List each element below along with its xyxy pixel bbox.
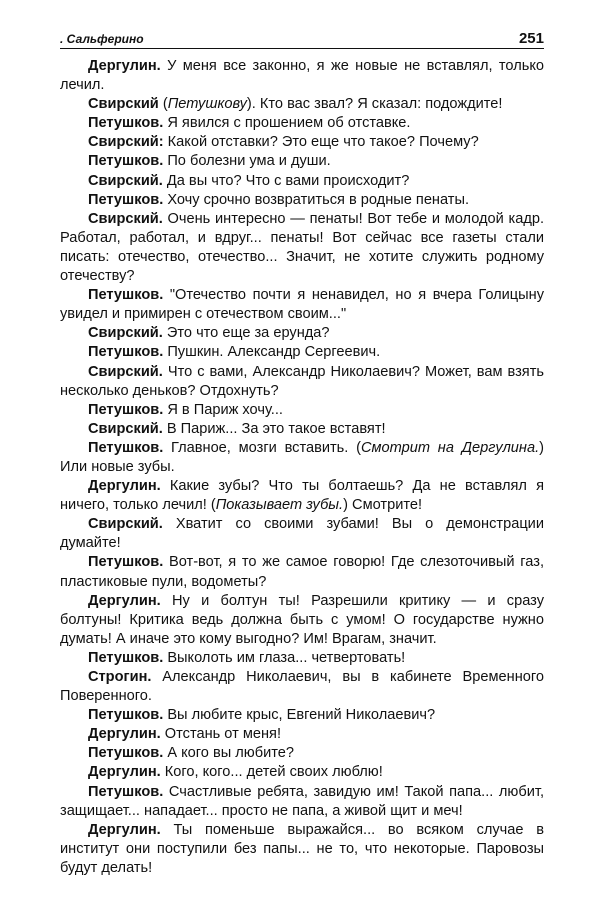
line-text: Очень интересно — пенаты! Вот тебе и молодой кадр. Работал, работал, и вдруг... пенаты! Вот сейчас все газеты стали писать: отечество, отечество... Значит, не хотите служить родному отечеству? (60, 210, 544, 285)
line-text: Счастливые ребята, завидую им! Такой папа... любит, защищает... нападает... просто не папа, а живой щит и меч! (60, 783, 544, 819)
speaker-name: Свирский. (88, 516, 163, 533)
speaker-name: Свирский: (88, 134, 164, 151)
speaker-name: Петушков. (88, 439, 164, 456)
dialogue-line (60, 343, 544, 362)
dialogue-line (60, 553, 544, 591)
stage-direction: Показывает зубы. (215, 497, 344, 514)
speaker-name: Свирский. (88, 325, 163, 342)
speaker-name: Петушков. (88, 649, 164, 666)
line-text: ) Смотрите! (343, 497, 423, 514)
line-text: Ну и болтун ты! Разрешили критику — и сразу болтуны! Критика ведь должна быть с умом! О государстве нужно думать! А иначе это кому выгодно? Им! Врагам, значит. (60, 592, 544, 647)
speaker-name: Петушков. (88, 745, 164, 762)
line-text: Я в Париж хочу... (163, 401, 283, 418)
dialogue-line (60, 763, 544, 782)
speaker-name: Дергулин. (88, 58, 161, 74)
page-number: 251 (518, 30, 544, 47)
line-text: ). Кто вас звал? Я сказал: подождите! (246, 96, 503, 113)
speaker-name: Свирский. (88, 210, 163, 227)
dialogue-line (60, 649, 544, 668)
speaker-name: Дергулин. (88, 726, 161, 743)
line-text: Пушкин. Александр Сергеевич. (163, 344, 381, 361)
speaker-name: Дергулин. (88, 478, 161, 495)
speaker-name: Свирский (88, 96, 159, 113)
dialogue-line (60, 439, 544, 477)
dialogue-line (60, 57, 544, 95)
speaker-name: Петушков. (88, 783, 164, 800)
dialogue-line (60, 191, 544, 210)
speaker-name: Свирский. (88, 172, 163, 189)
speaker-name: Дергулин. (88, 592, 161, 609)
dialogue-line (60, 114, 544, 133)
dialogue-line (60, 725, 544, 744)
line-text: ) Или новые зубы. (60, 439, 544, 475)
dialogue-line (60, 133, 544, 152)
line-text: ( (158, 96, 168, 113)
speaker-name: Свирский. (88, 363, 163, 380)
dialogue-line (60, 744, 544, 763)
speaker-name: Петушков. (88, 191, 164, 208)
line-text: Да вы что? Что с вами происходит? (162, 172, 410, 189)
line-text: Ты поменьше выражайся... во всяком случае в институт они поступили без папы... не то, что некоторые. Паровозы будут делать! (60, 821, 544, 876)
dialogue-line (60, 668, 544, 706)
speaker-name: Петушков. (88, 287, 164, 304)
dialogue-line (60, 363, 544, 401)
line-text: По болезни ума и души. (163, 153, 331, 170)
dialogue-line (60, 324, 544, 343)
dialogue-line (60, 783, 544, 821)
speaker-name: Петушков. (88, 707, 164, 724)
dialogue-line (60, 515, 544, 553)
line-text: У меня все законно, я же новые не вставлял, только лечил. (60, 58, 544, 94)
running-title: . Сальферино (60, 32, 144, 46)
speaker-name: Петушков. (88, 554, 164, 571)
speaker-name: Дергулин. (88, 821, 161, 838)
speaker-name: Строгин. (88, 669, 152, 685)
line-text: Какой отставки? Это еще что такое? Почему? (163, 134, 479, 151)
line-text: Главное, мозги вставить. ( (163, 439, 361, 456)
line-text: Это что еще за ерунда? (162, 325, 330, 342)
speaker-name: Петушков. (88, 401, 164, 418)
line-text: Кого, кого... детей своих люблю! (160, 764, 383, 781)
speaker-name: Петушков. (88, 344, 164, 361)
line-text: Вот-вот, я то же самое говорю! Где слезоточивый газ, пластиковые пули, водометы? (60, 554, 544, 590)
stage-direction: Петушкову (167, 96, 247, 113)
speaker-name: Дергулин. (88, 764, 161, 781)
play-text (60, 57, 544, 878)
line-text: В Париж... За это такое вставят! (162, 420, 386, 437)
dialogue-line (60, 286, 544, 324)
line-text: Я явился с прошением об отставке. (163, 115, 411, 132)
dialogue-line (60, 592, 544, 649)
speaker-name: Свирский. (88, 420, 163, 437)
line-text: Выколоть им глаза... четвертовать! (163, 649, 406, 666)
dialogue-line (60, 95, 544, 114)
dialogue-line (60, 210, 544, 286)
line-text: Вы любите крыс, Евгений Николаевич? (163, 707, 436, 724)
line-text: Хочу срочно возвратиться в родные пенаты. (163, 191, 470, 208)
dialogue-line (60, 152, 544, 171)
line-text: Что с вами, Александр Николаевич? Может, вам взять несколько деньков? Отдохнуть? (60, 363, 544, 399)
stage-direction: Смотрит на Дергулина. (360, 439, 540, 456)
dialogue-line (60, 420, 544, 439)
line-text: Александр Николаевич, вы в кабинете Временного Поверенного. (60, 669, 544, 705)
dialogue-line (60, 821, 544, 878)
speaker-name: Петушков. (88, 115, 164, 132)
line-text: Отстань от меня! (160, 726, 282, 743)
dialogue-line (60, 401, 544, 420)
line-text: А кого вы любите? (163, 745, 294, 762)
line-text: Хватит со своими зубами! Вы о демонстрации думайте! (60, 516, 544, 552)
dialogue-line (60, 706, 544, 725)
dialogue-line (60, 172, 544, 191)
speaker-name: Петушков. (88, 153, 164, 170)
line-text: Какие зубы? Что ты болтаешь? Да не вставлял я ничего, только лечил! ( (60, 478, 544, 514)
line-text: "Отечество почти я ненавидел, но я вчера Голицыну увидел и примирен с отечеством своим..." (60, 287, 544, 323)
page-header (60, 22, 544, 49)
dialogue-line (60, 477, 544, 515)
